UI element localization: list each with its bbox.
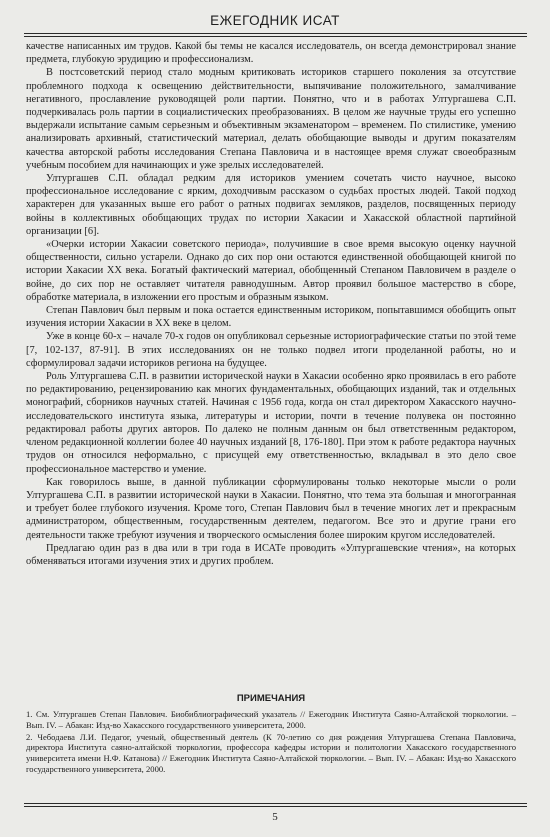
article-body [26, 40, 516, 568]
note-item: 1. См. Ултургашев Степан Павлович. Биобиблиографический указатель // Ежегодник Института Саяно-Алтайской тюркологии. – Вып. IV. – Абакан: Изд-во Хакасского государственного университета, 2000. [26, 709, 516, 730]
paragraph: «Очерки истории Хакасии советского периода», получившие в свое время высокую оценку научной общественности, сильно устарели. Однако до сих пор они остаются единственной обобщающей книгой по истории Хакасии ХХ века. Богатый фактический материал, обобщенный Степаном Павловичем в разделе о войне, до сих пор не оставляет читателя равнодушным. Автор проявил большое мастерство в сборе, обработке материала, в изложении его простым и образным языком. [26, 239, 516, 303]
paragraph: В постсоветский период стало модным критиковать историков старшего поколения за отсутствие проблемного подхода к освещению действительности, выпячивание положительного, замалчивание негативного, прославление руководящей роли партии. Понятно, что и в работах Ултургашева С.П. подчеркивалась роль партии в социалистических преобразованиях. В целом же научные труды его успешно выдержали испытание самым серьезным и объективным экзаменатором – временем. По стилистике, умению анализировать архивный, статистический материал, делать обобщающие выводы и другим показателям качества авторской работы исследования Степана Павловича и в настоящее время служат своеобразным учебным пособием для начинающих и уже зрелых исследователей. [26, 67, 516, 171]
paragraph: Предлагаю один раз в два или в три года в ИСАТе проводить «Ултургашевские чтения», на которых обменяваться итогами изучения этих и других проблем. [26, 542, 516, 567]
paragraph: Как говорилось выше, в данной публикации сформулированы только некоторые мысли о роли Ултургашева С.П. в развитии исторической науки в Хакасии. Понятно, что тема эта большая и многогранная и требует более глубокого изучения. Кроме того, Степан Павлович был в течение многих лет и прекрасным администратором, общественным, государственным деятелем, педагогом. Все это и другие грани его деятельности также требуют изучения и творческого осмысления более широким кругом исследователей. [26, 476, 516, 541]
paragraph: Степан Павлович был первым и пока остается единственным историком, попытавшимся обобщить опыт изучения истории Хакасии в ХХ веке в целом. [26, 305, 516, 330]
note-item: 2. Чебодаева Л.И. Педагог, ученый, общественный деятель (К 70-летию со дня рождения Ултургашева Степана Павловича, директора Института саяно-алтайской тюркологии, профессора кафедры истории и политологии Хакасского государственного университета имени Н.Ф. Катанова) // Ежегодник Института Саяно-Алтайской тюркологии. – Вып. IV. – Абакан: Изд-во Хакасского государственного университета, 2000. [26, 731, 516, 774]
notes-heading: ПРИМЕЧАНИЯ [236, 693, 306, 704]
notes-list [26, 709, 516, 776]
paragraph: качестве написанных им трудов. Какой бы темы не касался исследователь, он всегда демонстрировал знание предмета, глубокую эрудицию и профессионализм. [26, 41, 516, 66]
header-rule [24, 33, 527, 34]
footer-rule-thin [24, 803, 527, 804]
paragraph: Роль Ултургашева С.П. в развитии исторической науки в Хакасии особенно ярко проявилась в его работе по редактированию, рецензированию как многих фундаментальных, обобщающих изданий, так и отдельных монографий, сборников научных статей. Начиная с 1956 года, когда он стал директором Хакасского научно-исследовательского института языка, литературы и истории, почти в течение полувека он постоянно редактировал работы других авторов. По далеко не полным данным он был ответственным редактором, членом редакционной коллегии более 40 научных изданий [8, 176-180]. При этом к работе редактора научных трудов он относился неформально, с присущей ему ответственностью, вкладывал в это дело свое профессиональное мастерство и умение. [26, 371, 516, 475]
page-number: 5 [272, 811, 278, 823]
header-rule-thin [24, 36, 527, 37]
paragraph: Ултургашев С.П. обладал редким для историков умением сочетать чисто научное, высоко профессиональное исследование с ярким, доходчивым рассказом о судьбах простых людей. Такой подход характерен для указанных выше его работ о ратных подвигах земляков, разделов, посвященных периоду войны в коллективных обобщающих трудах по истории Хакасии и Хакасской областной партийной организации [6]. [26, 173, 516, 237]
footer-rule [24, 806, 527, 807]
running-header: ЕЖЕГОДНИК ИСАТ [210, 13, 340, 28]
paragraph: Уже в конце 60-х – начале 70-х годов он опубликовал серьезные историографические статьи по этой теме [7, 102-137, 87-91]. В этих исследованиях он не только подвел итоги проделанной работы, но и сформулировал задачи историков региона на будущее. [26, 331, 516, 369]
